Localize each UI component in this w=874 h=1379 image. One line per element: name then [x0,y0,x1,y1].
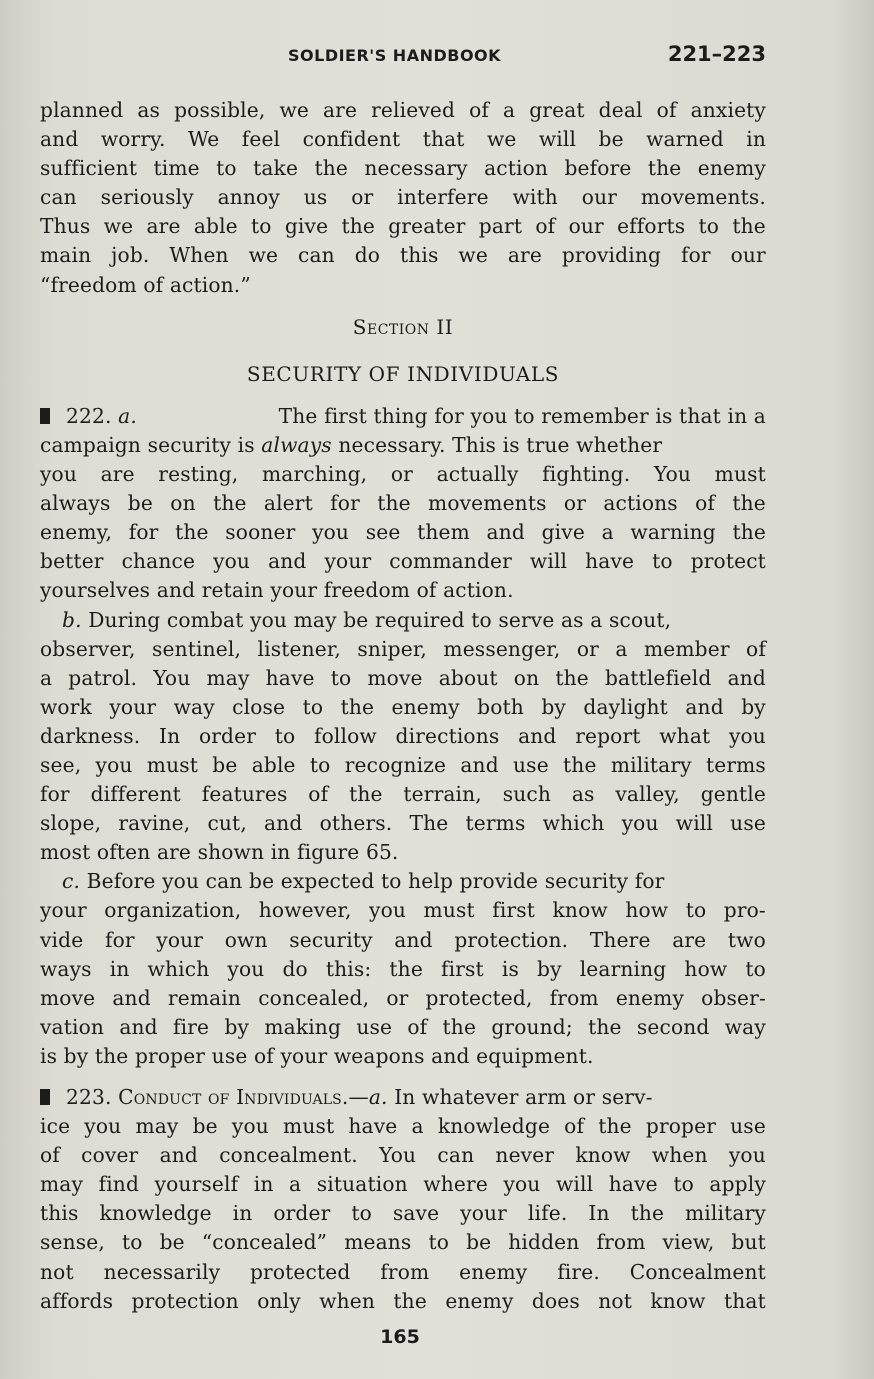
text-line: 222. a. The first thing for you to remember is that in a [40,402,766,431]
text-line: may find yourself in a situation where you will have to apply [40,1172,766,1197]
subparagraph-letter: a. [118,403,137,428]
text-line: main job. When we can do this we are providing for our [40,243,766,268]
page-body [40,96,766,1316]
text-line: vation and fire by making use of the ground; the second way [40,1014,766,1039]
text-line: can seriously annoy us or interfere with our movements. [40,185,766,210]
spacer [40,1071,766,1083]
text-line: ice you may be you must have a knowledge of the proper use [40,1114,766,1139]
text-line: and worry. We feel confident that we will be warned in [40,127,766,152]
text-line: ways in which you do this: the first is by learning how to [40,956,766,981]
paragraph-223a [40,1083,766,1316]
page-header [40,42,766,72]
text-line: always be on the alert for the movements or actions of the [40,491,766,516]
text-line: move and remain concealed, or protected, from enemy obser- [40,985,766,1010]
text-line: vide for your own security and protection. There are two [40,927,766,952]
text-line: slope, ravine, cut, and others. The terms which you will use [40,811,766,836]
section-title: SECURITY OF INDIVIDUALS [246,361,560,386]
text-line: affords protection only when the enemy does not know that [40,1288,766,1313]
paragraph-range: 221–223 [667,42,766,66]
paragraph-heading: Conduct of Individuals. [118,1085,349,1109]
subparagraph-letter: a. [368,1085,388,1109]
subparagraph-letter: b. [62,607,82,632]
subparagraph-letter: c. [62,869,81,894]
text-line: you are resting, marching, or actually fighting. You must [40,462,766,487]
paragraph-marker-icon [40,408,50,424]
text-line: 223. Conduct of Individuals.—a. In whatever arm or serv- [40,1083,766,1112]
text-line: sense, to be “concealed” means to be hidden from view, but [40,1230,766,1255]
text-line: sufficient time to take the necessary action before the enemy [40,156,766,181]
text-line: enemy, for the sooner you see them and give a warning the [40,520,766,545]
text-line: Thus we are able to give the greater part of our efforts to the [40,214,766,239]
text-line: better chance you and your commander will have to protect [40,549,766,574]
text-line: your organization, however, you must first know how to pro- [40,898,766,923]
text-line: for different features of the terrain, such as valley, gentle [40,782,766,807]
text-line: yourselves and retain your freedom of action. [40,578,514,603]
text-line: observer, sentinel, listener, sniper, messenger, or a member of [40,636,766,661]
text-line: most often are shown in figure 65. [40,840,399,865]
emphasis: always [261,432,332,457]
text-line: work your way close to the enemy both by daylight and by [40,694,766,719]
text-line: darkness. In order to follow directions and report what you [40,723,766,748]
text-line: see, you must be able to recognize and use the military terms [40,752,766,777]
paragraph-222b [40,606,766,868]
paragraph-222a [40,402,766,606]
paragraph-number: 223. [66,1085,112,1109]
paragraph-222c [40,867,766,1071]
text-line: of cover and concealment. You can never know when you [40,1143,766,1168]
text-line: c. Before you can be expected to help provide security for [62,869,665,894]
text-line: a patrol. You may have to move about on the battlefield and [40,665,766,690]
running-head: SOLDIER'S HANDBOOK [288,46,502,65]
intro-paragraph [40,96,766,300]
paragraph-number: 222. [66,403,112,428]
text-line: planned as possible, we are relieved of a great deal of anxiety [40,98,766,122]
section-label: Section II [352,314,454,339]
page-number: 165 [380,1326,420,1348]
text-line: b. During combat you may be required to serve as a scout, [62,607,672,632]
text-line: this knowledge in order to save your life. In the military [40,1201,766,1226]
text-line: is by the proper use of your weapons and equipment. [40,1043,594,1068]
text-line: campaign security is always necessary. This is true whether [40,432,663,457]
text-line: “freedom of action.” [40,272,251,297]
text-line: not necessarily protected from enemy fire. Concealment [40,1259,766,1284]
paragraph-marker-icon [40,1089,50,1105]
